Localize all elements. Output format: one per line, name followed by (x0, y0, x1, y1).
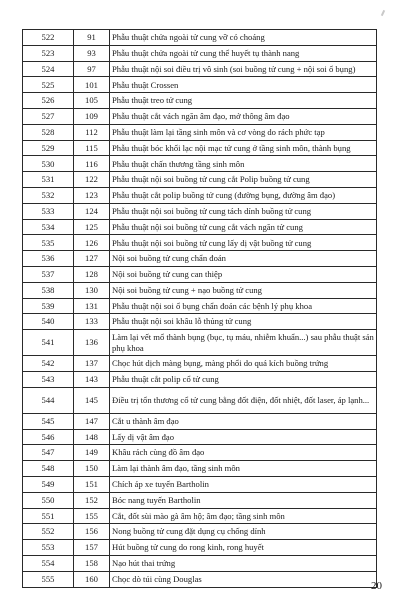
procedure-code-cell: 149 (74, 445, 110, 461)
table-row (23, 461, 377, 477)
procedure-name-cell: Làm lại vết mổ thành bụng (bục, tụ máu, nhiễm khuẩn...) sau phẫu thuật sản phụ khoa (110, 330, 377, 356)
row-number-cell: 540 (23, 314, 74, 330)
table-row (23, 77, 377, 93)
row-number-cell: 555 (23, 571, 74, 587)
procedure-name-cell: Nội soi buồng tử cung + nạo buồng tử cung (110, 282, 377, 298)
table-row (23, 371, 377, 387)
procedure-code-cell: 143 (74, 371, 110, 387)
table-row (23, 172, 377, 188)
row-number-cell: 546 (23, 429, 74, 445)
procedure-name-cell: Phẫu thuật cắt polip cổ tử cung (110, 371, 377, 387)
procedure-code-cell: 123 (74, 187, 110, 203)
procedure-name-cell: Phẫu thuật bóc khối lạc nội mạc tử cung ở tầng sinh môn, thành bụng (110, 140, 377, 156)
procedure-name-cell: Phẫu thuật nội soi buồng tử cung lấy dị vật buồng tử cung (110, 235, 377, 251)
procedure-code-cell: 157 (74, 540, 110, 556)
procedure-code-cell: 101 (74, 77, 110, 93)
procedure-code-cell: 150 (74, 461, 110, 477)
table-row (23, 203, 377, 219)
row-number-cell: 549 (23, 476, 74, 492)
table-row (23, 282, 377, 298)
procedure-code-cell: 124 (74, 203, 110, 219)
row-number-cell: 532 (23, 187, 74, 203)
procedure-code-cell: 148 (74, 429, 110, 445)
row-number-cell: 542 (23, 356, 74, 372)
table-row (23, 266, 377, 282)
procedure-name-cell: Phẫu thuật cắt vách ngăn âm đạo, mở thông âm đạo (110, 108, 377, 124)
table-row (23, 571, 377, 587)
page-tick-mark (381, 10, 385, 16)
procedure-name-cell: Cắt, đốt sùi mào gà âm hộ; âm đạo; tầng sinh môn (110, 508, 377, 524)
row-number-cell: 522 (23, 30, 74, 46)
procedure-name-cell: Nạo hút thai trứng (110, 555, 377, 571)
procedure-name-cell: Bóc nang tuyến Bartholin (110, 492, 377, 508)
row-number-cell: 545 (23, 413, 74, 429)
procedure-code-cell: 130 (74, 282, 110, 298)
row-number-cell: 535 (23, 235, 74, 251)
row-number-cell: 539 (23, 298, 74, 314)
row-number-cell: 530 (23, 156, 74, 172)
procedure-code-cell: 93 (74, 45, 110, 61)
procedure-code-cell: 158 (74, 555, 110, 571)
procedure-code-cell: 137 (74, 356, 110, 372)
procedure-name-cell: Phẫu thuật cắt polip buồng tử cung (đường bụng, đường âm đạo) (110, 187, 377, 203)
table-row (23, 508, 377, 524)
row-number-cell: 525 (23, 77, 74, 93)
procedure-code-cell: 126 (74, 235, 110, 251)
procedure-code-cell: 112 (74, 124, 110, 140)
procedure-name-cell: Phẫu thuật làm lại tầng sinh môn và cơ vòng do rách phức tạp (110, 124, 377, 140)
procedure-name-cell: Phẫu thuật chửa ngoài tử cung thể huyết tụ thành nang (110, 45, 377, 61)
table-row (23, 387, 377, 413)
table-row (23, 140, 377, 156)
page-number: 20 (371, 580, 382, 592)
row-number-cell: 553 (23, 540, 74, 556)
procedure-code-cell: 91 (74, 30, 110, 46)
procedure-name-cell: Nong buồng tử cung đặt dụng cụ chống dính (110, 524, 377, 540)
table-row (23, 156, 377, 172)
procedure-name-cell: Chích áp xe tuyến Bartholin (110, 476, 377, 492)
row-number-cell: 533 (23, 203, 74, 219)
procedure-code-cell: 147 (74, 413, 110, 429)
procedure-code-cell: 105 (74, 93, 110, 109)
row-number-cell: 554 (23, 555, 74, 571)
procedure-code-cell: 160 (74, 571, 110, 587)
row-number-cell: 526 (23, 93, 74, 109)
row-number-cell: 550 (23, 492, 74, 508)
procedure-name-cell: Phẫu thuật nội soi buồng tử cung tách dính buồng tử cung (110, 203, 377, 219)
row-number-cell: 552 (23, 524, 74, 540)
procedure-code-cell: 155 (74, 508, 110, 524)
row-number-cell: 527 (23, 108, 74, 124)
table-row (23, 314, 377, 330)
table-row (23, 93, 377, 109)
procedure-table (22, 29, 377, 588)
procedure-code-cell: 116 (74, 156, 110, 172)
table-row (23, 413, 377, 429)
procedure-code-cell: 115 (74, 140, 110, 156)
table-row (23, 298, 377, 314)
procedure-code-cell: 127 (74, 251, 110, 267)
row-number-cell: 547 (23, 445, 74, 461)
procedure-name-cell: Phẫu thuật nội soi buồng tử cung cắt vách ngăn tử cung (110, 219, 377, 235)
procedure-name-cell: Chọc dò túi cùng Douglas (110, 571, 377, 587)
row-number-cell: 534 (23, 219, 74, 235)
table-row (23, 445, 377, 461)
procedure-name-cell: Phẫu thuật chấn thương tầng sinh môn (110, 156, 377, 172)
procedure-code-cell: 128 (74, 266, 110, 282)
row-number-cell: 523 (23, 45, 74, 61)
procedure-code-cell: 109 (74, 108, 110, 124)
row-number-cell: 548 (23, 461, 74, 477)
procedure-code-cell: 151 (74, 476, 110, 492)
procedure-code-cell: 97 (74, 61, 110, 77)
table-row (23, 251, 377, 267)
procedure-name-cell: Phẫu thuật nội soi buồng tử cung cắt Polip buồng tử cung (110, 172, 377, 188)
row-number-cell: 536 (23, 251, 74, 267)
table-row (23, 330, 377, 356)
procedure-name-cell: Phẫu thuật chửa ngoài tử cung vỡ có choáng (110, 30, 377, 46)
table-row (23, 429, 377, 445)
procedure-name-cell: Làm lại thành âm đạo, tầng sinh môn (110, 461, 377, 477)
table-row (23, 219, 377, 235)
procedure-name-cell: Điều trị tổn thương cổ tử cung bằng đốt điện, đốt nhiệt, đốt laser, áp lạnh... (110, 387, 377, 413)
table-row (23, 555, 377, 571)
table-row (23, 30, 377, 46)
procedure-name-cell: Cắt u thành âm đạo (110, 413, 377, 429)
procedure-name-cell: Phẫu thuật treo tử cung (110, 93, 377, 109)
table-row (23, 492, 377, 508)
procedure-code-cell: 122 (74, 172, 110, 188)
procedure-name-cell: Phẫu thuật Crossen (110, 77, 377, 93)
table-row (23, 356, 377, 372)
row-number-cell: 524 (23, 61, 74, 77)
procedure-name-cell: Lấy dị vật âm đạo (110, 429, 377, 445)
procedure-code-cell: 125 (74, 219, 110, 235)
procedure-name-cell: Chọc hút dịch màng bụng, màng phổi do quá kích buồng trứng (110, 356, 377, 372)
table-row (23, 235, 377, 251)
table-row (23, 476, 377, 492)
procedure-code-cell: 156 (74, 524, 110, 540)
row-number-cell: 541 (23, 330, 74, 356)
procedure-name-cell: Khâu rách cùng đồ âm đạo (110, 445, 377, 461)
procedure-code-cell: 136 (74, 330, 110, 356)
row-number-cell: 544 (23, 387, 74, 413)
procedure-name-cell: Phẫu thuật nội soi khâu lỗ thủng tử cung (110, 314, 377, 330)
procedure-name-cell: Phẫu thuật nội soi điều trị vô sinh (soi buồng tử cung + nội soi ổ bụng) (110, 61, 377, 77)
procedure-code-cell: 152 (74, 492, 110, 508)
row-number-cell: 529 (23, 140, 74, 156)
table-row (23, 124, 377, 140)
procedure-name-cell: Nội soi buồng tử cung can thiệp (110, 266, 377, 282)
row-number-cell: 551 (23, 508, 74, 524)
procedure-code-cell: 133 (74, 314, 110, 330)
table-row (23, 45, 377, 61)
procedure-name-cell: Phẫu thuật nội soi ổ bụng chẩn đoán các bệnh lý phụ khoa (110, 298, 377, 314)
table-row (23, 61, 377, 77)
procedure-table-body (23, 30, 377, 588)
row-number-cell: 528 (23, 124, 74, 140)
procedure-name-cell: Nội soi buồng tử cung chẩn đoán (110, 251, 377, 267)
procedure-code-cell: 131 (74, 298, 110, 314)
table-row (23, 108, 377, 124)
page-corner-mark (0, 0, 400, 30)
procedure-code-cell: 145 (74, 387, 110, 413)
row-number-cell: 543 (23, 371, 74, 387)
row-number-cell: 537 (23, 266, 74, 282)
row-number-cell: 538 (23, 282, 74, 298)
table-row (23, 540, 377, 556)
row-number-cell: 531 (23, 172, 74, 188)
table-row (23, 187, 377, 203)
table-row (23, 524, 377, 540)
procedure-name-cell: Hút buồng tử cung do rong kinh, rong huyết (110, 540, 377, 556)
